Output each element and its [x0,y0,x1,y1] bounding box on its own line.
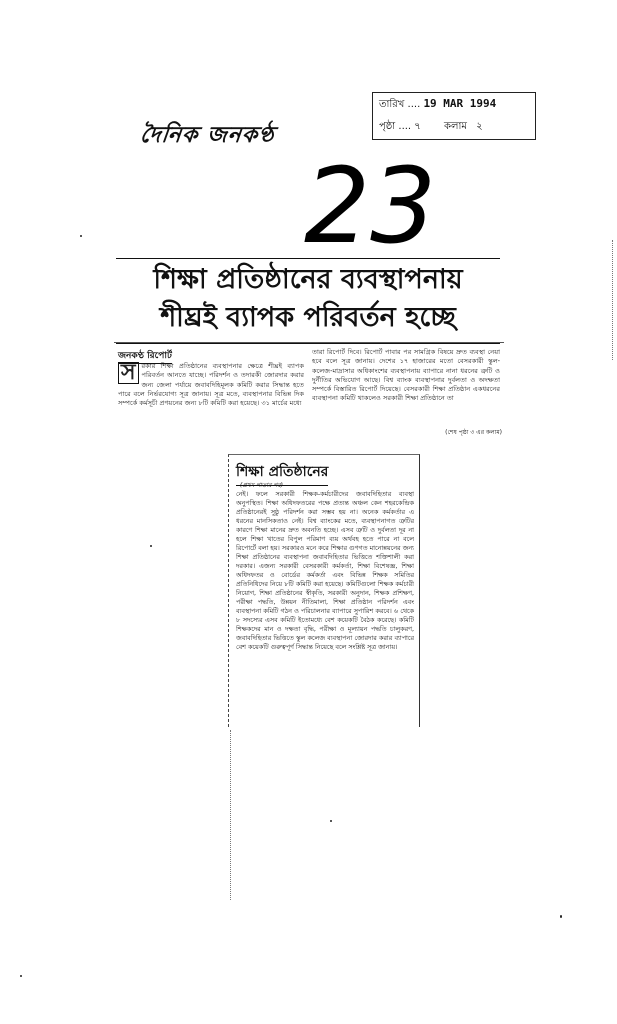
article-column-2 [312,348,500,426]
reporter-byline: জনকণ্ঠ রিপোর্ট [118,348,172,364]
continuation-clipping [228,454,420,730]
continued-note: (শেষ পৃষ্ঠা ৩ এর কলাম) [445,429,502,436]
stamp-date-row: তারিখ .... 19 MAR 1994 [379,97,497,110]
newspaper-masthead: দৈনিক জনকণ্ঠ [138,123,276,148]
headline-line1: শিক্ষা প্রতিষ্ঠানের ব্যবস্থাপনায় [153,264,463,295]
headline-line2: শীঘ্রই ব্যাপক পরিবর্তন হচ্ছে [160,302,456,333]
handwritten-number-text: 23 [304,158,437,254]
stamp-page-value: ৭ [414,121,421,132]
dropcap: স [118,362,139,384]
scan-speck [80,235,82,237]
scan-speck [20,975,22,977]
scan-edge-line [612,240,613,360]
article-column-1 [118,362,304,438]
stamp-page-label: পৃষ্ঠা [379,121,396,132]
article-column-1-text: রকার শিক্ষা প্রতিষ্ঠানের ব্যবস্থাপনার ক্ষেত্রে শীঘ্রই ব্যাপক পরিবর্তন আনতে যাচ্ছে। পরিদর্শন ও তদারকী জোরদার করার জন্য জেলা পর্যায়ে জবাবদিহিমূলক কমিটি করার সিদ্ধান্ত হতে পারে বলে নির্ভরযোগ্য সূত্র জানায়। সূত্র মতে, ব্যবস্থাপনার বিভিন্ন দিক সম্পর্কে কর্মসূচী প্রণয়নের জন্য ৮টি কমিটি করা হয়েছে। ৩১ মার্চের মধ্যে [118,362,304,408]
scan-artifact-line [230,730,231,900]
continuation-body: নেই। ফলে সরকারী শিক্ষক-কর্মচারীদের জবাবদিহিতার ব্যবস্থা অনুপস্থিত। শিক্ষা অধিদফতরের পক্ষে প্রত্যন্ত অঞ্চল কেন শহরকেন্দ্রিক প্রতিষ্ঠানেরই সুষ্ঠু পরিদর্শন করা সম্ভব হয় না। অনেক কর্মকর্তার এ ধরনের মানসিকতাও নেই। বিশ্ব ব্যাংকের মতে, ব্যবস্থাপনাগত ত্রুটির কারণে শিক্ষা মানের দ্রুত অবনতি হচ্ছে। এসব ত্রুটি ও দুর্বলতা দূর না হলে শিক্ষা খাতের বিপুল পরিমাণ ব্যয় অর্থবহ হতে পারে না বলে রিপোর্টে বলা হয়। সরকারও মনে করে শিক্ষার গুণগত মানোন্নয়নের জন্য শিক্ষা প্রতিষ্ঠানের ব্যবস্থাপনা জবাবদিহিতার ভিত্তিতে শক্তিশালী করা দরকার। এজন্য সরকারী বেসরকারী কর্মকর্তা, শিক্ষা বিশেষজ্ঞ, শিক্ষা অধিদফতর ও বোর্ডের কর্মকর্তা এবং বিভিন্ন শিক্ষক সমিতির প্রতিনিধিদের নিয়ে ৮টি কমিটি করা হয়েছে। কমিটিগুলো শিক্ষক কর্মচারী নিয়োগ, শিক্ষা প্রতিষ্ঠানের স্বীকৃতি, সরকারী অনুদান, শিক্ষক প্রশিক্ষণ, পরীক্ষা পদ্ধতি, উন্নয়ন নীতিমালা, শিক্ষা প্রতিষ্ঠান পরিদর্শন এবং ব্যবস্থাপনা কমিটি গঠন ও পরিচালনার ব্যাপারে সুপারিশ করবে। ৬ থেকে ৮ সদস্যের এসব কমিটি ইতোমধ্যে বেশ কয়েকটি বৈঠক করেছে। কমিটি শিক্ষকদের মান ও দক্ষতা বৃদ্ধি, পরীক্ষা ও মূল্যায়ন পদ্ধতি চালুকরণ, জবাবদিহিতার ভিত্তিতে স্কুল কলেজ ব্যবস্থাপনা জোরদার করার ব্যাপারে বেশ কয়েকটি গুরুত্বপূর্ণ সিদ্ধান্ত নিয়েছে বলে সংশ্লিষ্ট সূত্র জানায়। [236,490,414,651]
scan-speck [150,545,152,547]
stamp-date-label: তারিখ [379,99,405,110]
stamp-column-value: ২ [476,121,483,132]
scan-speck [330,820,332,822]
handwritten-number [298,158,478,254]
stamp-page-row: পৃষ্ঠা .... ৭ কলাম ২ [379,121,483,132]
continuation-subtitle: (প্রথম পাতার পর) [240,482,283,489]
stamp-date-value: 19 MAR 1994 [423,97,497,110]
stamp-column-label: কলাম [444,121,467,132]
headline-divider [114,342,504,343]
main-article-clipping [114,252,504,438]
archive-stamp [372,92,536,140]
continuation-title: শিক্ষা প্রতিষ্ঠানের [236,460,328,486]
headline-box [116,258,500,344]
scan-speck [560,915,562,918]
article-column-2-text: তারা রিপোর্ট দিবে। রিপোর্ট পাবার পর সামগ্রিক বিষয়ে দ্রুত ব্যবস্থা নেয়া হবে বলে সূত্র জানায়। দেশের ১৭ হাজারের মতো বেসরকারী স্কুল-কলেজ-মাদ্রাসার অধিকাংশের ব্যবস্থাপনায় ব্যাপারে নানা ধরনের ত্রুটি ও দুর্নীতির অভিযোগ আছে। বিশ্ব ব্যাংক ব্যবস্থাপনার দুর্বলতা ও অদক্ষতা সম্পর্কে বিস্তারিত রিপোর্ট দিয়েছে। বেসরকারী শিক্ষা প্রতিষ্ঠান একধরনের ব্যবস্থাপনা কমিটি থাকলেও সরকারী শিক্ষা প্রতিষ্ঠানে তা [312,348,500,403]
